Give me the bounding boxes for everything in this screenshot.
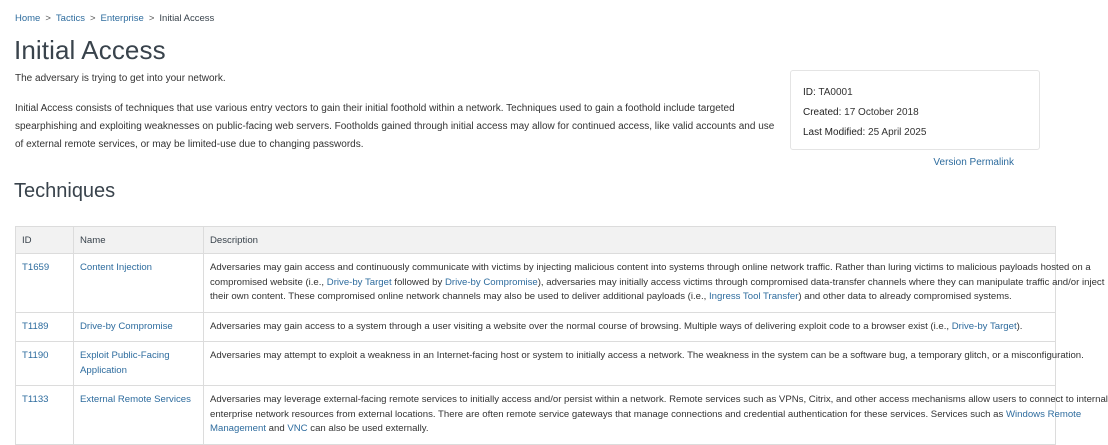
technique-id-cell bbox=[16, 342, 74, 386]
technique-name-cell bbox=[74, 254, 204, 313]
technique-reference-link[interactable]: Drive-by Compromise bbox=[444, 276, 538, 288]
description-text: ) and other data to already compromised systems. bbox=[798, 291, 1012, 302]
tactic-tagline: The adversary is trying to get into your network. bbox=[15, 73, 226, 84]
column-header-name: Name bbox=[74, 227, 204, 254]
description-text: Adversaries may leverage external-facing remote services to initially access and/or persist within a network. Remote services such as VPNs, Citrix, and other access mechanisms allow users to connect to internal bbox=[210, 394, 1108, 405]
description-text: Adversaries may attempt to exploit a weakness in an Internet-facing host or system to initially access a network. The weakness in the system can be a software bug, a temporary glitch, or a misconfiguration. bbox=[210, 350, 1084, 361]
description-text: compromised website (i.e., bbox=[210, 276, 327, 288]
breadcrumb-current: Initial Access bbox=[159, 13, 215, 24]
technique-id-cell bbox=[16, 312, 74, 342]
table-row bbox=[16, 254, 1056, 313]
techniques-table-body bbox=[16, 254, 1108, 445]
technique-reference-link[interactable]: Management bbox=[210, 423, 266, 434]
description-text: followed by bbox=[391, 276, 445, 288]
technique-name-line: Drive-by Compromise bbox=[80, 320, 173, 332]
technique-reference-link[interactable]: Drive-by Target bbox=[326, 276, 392, 288]
technique-name-line: Application bbox=[80, 364, 127, 376]
column-header-description: Description bbox=[204, 227, 1056, 254]
technique-name-link[interactable] bbox=[80, 393, 197, 408]
technique-reference-link[interactable]: Windows Remote bbox=[1005, 408, 1082, 420]
description-line: spearphishing and exploiting weaknesses on public-facing web servers. Footholds gained through initial access may allow for continued access, like valid accounts and use bbox=[15, 121, 775, 132]
info-modified-value: 25 April 2025 bbox=[868, 127, 927, 138]
info-modified-label: Last Modified: bbox=[803, 127, 866, 138]
technique-reference-link[interactable]: VNC bbox=[287, 423, 308, 434]
technique-description-cell bbox=[204, 254, 1105, 313]
info-created-value: 17 October 2018 bbox=[844, 107, 919, 118]
techniques-heading: Techniques bbox=[14, 180, 116, 202]
technique-name-cell bbox=[74, 312, 204, 342]
tactic-description bbox=[15, 100, 785, 154]
technique-name-line: Exploit Public-Facing bbox=[80, 350, 170, 361]
description-text: Adversaries may gain access to a system through a user visiting a website over the normal course of browsing. Multiple ways of delivering exploit code to a browser exist (i.e., bbox=[210, 320, 952, 332]
technique-name-link[interactable] bbox=[80, 261, 197, 276]
technique-reference-link[interactable]: Drive-by Target bbox=[951, 320, 1017, 332]
description-line bbox=[210, 290, 1049, 305]
breadcrumb bbox=[15, 13, 214, 24]
technique-name-line: External Remote Services bbox=[80, 394, 191, 405]
tactic-info-card bbox=[790, 70, 1040, 150]
description-text: enterprise network resources from external locations. There are often remote service gateways that manage connections and credential authentication for these services. Services such as bbox=[210, 408, 1006, 420]
technique-description-cell bbox=[204, 386, 1108, 445]
description-line bbox=[210, 349, 1084, 364]
technique-id-cell bbox=[16, 386, 74, 445]
technique-id-link[interactable]: T1659 bbox=[22, 262, 50, 273]
description-line bbox=[210, 408, 1082, 423]
page-title: Initial Access bbox=[14, 35, 166, 65]
technique-name-cell bbox=[74, 342, 204, 386]
info-created-row bbox=[803, 103, 1027, 123]
description-line: of external remote services, or may be limited-use due to changing passwords. bbox=[15, 139, 364, 150]
table-row bbox=[16, 312, 1056, 342]
technique-id-link[interactable]: T1190 bbox=[22, 350, 49, 361]
techniques-table-container bbox=[15, 226, 1108, 445]
breadcrumb-separator: > bbox=[89, 13, 96, 24]
column-header-id: ID bbox=[16, 227, 74, 254]
technique-id-cell bbox=[16, 254, 74, 313]
technique-name-link[interactable] bbox=[80, 349, 197, 378]
info-id-value: TA0001 bbox=[818, 87, 853, 98]
description-line: Initial Access consists of techniques that use various entry vectors to gain their initial foothold within a network. Techniques used to gain a foothold include targeted bbox=[15, 103, 735, 114]
description-line bbox=[210, 393, 1108, 408]
info-id-row bbox=[803, 83, 1027, 103]
breadcrumb-home-link[interactable]: Home bbox=[15, 13, 41, 24]
info-id-label: ID: bbox=[803, 87, 816, 98]
description-text: ), adversaries may initially access victims through compromised data-transfer channels where they can manipulate traffic and/or inject bbox=[537, 276, 1105, 288]
table-header-row bbox=[16, 227, 1056, 254]
breadcrumb-separator: > bbox=[148, 13, 155, 24]
description-text: and bbox=[266, 423, 288, 434]
info-modified-row bbox=[803, 123, 1027, 143]
technique-description-cell bbox=[204, 312, 1056, 342]
description-text: ). bbox=[1016, 320, 1023, 332]
description-text: can also be used externally. bbox=[307, 423, 429, 434]
technique-reference-link[interactable]: Ingress Tool Transfer bbox=[708, 291, 799, 302]
technique-name-link[interactable] bbox=[80, 320, 197, 335]
version-permalink-link[interactable]: Version Permalink bbox=[933, 157, 1014, 168]
technique-name-line: Content Injection bbox=[80, 262, 152, 273]
description-text: their own content. These compromised online network channels may also be used to deliver additional payloads (i.e., bbox=[210, 291, 709, 302]
description-line bbox=[210, 422, 1049, 437]
info-created-label: Created: bbox=[803, 107, 842, 118]
technique-id-link[interactable]: T1189 bbox=[22, 320, 49, 332]
breadcrumb-enterprise-link[interactable]: Enterprise bbox=[100, 13, 144, 24]
description-text: Adversaries may gain access and continuously communicate with victims by injecting malicious content into systems through online network traffic. Rather than luring victims to malicious payloads hosted on a bbox=[210, 262, 1091, 273]
technique-description-cell bbox=[204, 342, 1084, 386]
breadcrumb-separator: > bbox=[45, 13, 51, 24]
description-line bbox=[210, 261, 1091, 276]
table-row bbox=[16, 342, 1056, 386]
description-line bbox=[210, 276, 1105, 291]
technique-id-link[interactable]: T1133 bbox=[22, 394, 49, 405]
breadcrumb-tactics-link[interactable]: Tactics bbox=[55, 13, 85, 24]
description-line bbox=[210, 320, 1049, 335]
technique-name-cell bbox=[74, 386, 204, 445]
techniques-table bbox=[15, 226, 1108, 445]
table-row bbox=[16, 386, 1056, 445]
